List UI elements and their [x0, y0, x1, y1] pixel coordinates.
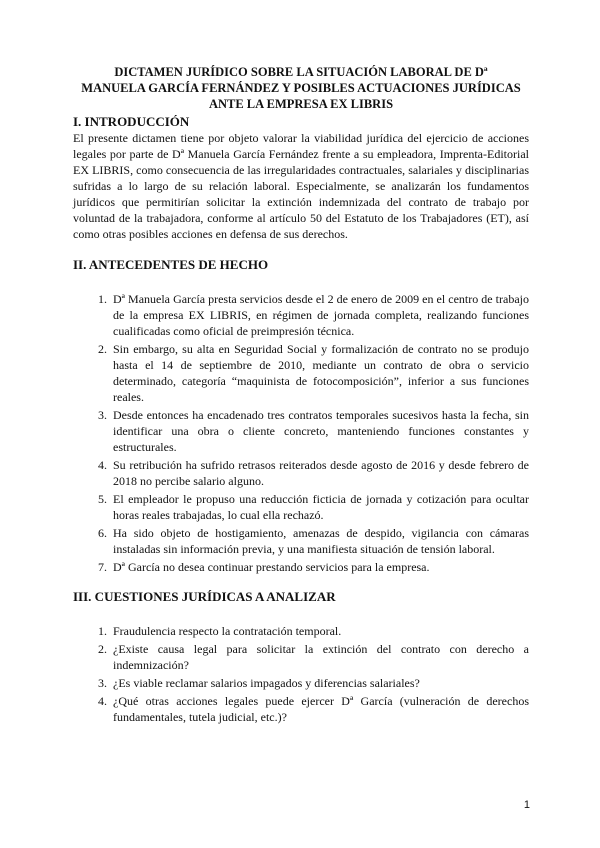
item-text: Dª Manuela García presta servicios desde el 2 de enero de 2009 en el centro de trabajo de la empresa EX LIBRIS, en régimen de jornada completa, realizando funciones cualificadas como oficial de preimpresión técnica.: [113, 292, 529, 338]
item-number: 1.: [98, 624, 107, 638]
document-page: [73, 64, 529, 727]
item-text: Ha sido objeto de hostigamiento, amenazas de despido, vigilancia con cámaras instaladas sin información previa, y una manifiesta situación de tensión laboral.: [113, 526, 529, 556]
antecedentes-list: [73, 291, 529, 575]
item-number: 7.: [98, 560, 107, 574]
section-heading-introduccion: I. INTRODUCCIÓN: [73, 114, 190, 129]
item-text: Desde entonces ha encadenado tres contratos temporales sucesivos hasta la fecha, sin identificar una obra o cliente concreto, manteniendo funciones constantes y estructurales.: [113, 408, 529, 454]
list-item: [98, 407, 529, 455]
list-item: [98, 525, 529, 557]
item-number: 2.: [98, 342, 107, 356]
list-item: [98, 675, 529, 691]
item-text: ¿Qué otras acciones legales puede ejercer Dª García (vulneración de derechos fundamentales, tutela judicial, etc.)?: [113, 694, 529, 724]
item-text: Fraudulencia respecto la contratación temporal.: [113, 624, 342, 638]
section-heading-cuestiones: III. CUESTIONES JURÍDICAS A ANALIZAR: [73, 589, 336, 604]
list-item: [98, 693, 529, 725]
item-text: El empleador le propuso una reducción ficticia de jornada y cotización para ocultar horas reales trabajadas, lo cual ella rechazó.: [113, 492, 529, 522]
section-heading-antecedentes: II. ANTECEDENTES DE HECHO: [73, 257, 269, 272]
item-number: 2.: [98, 642, 107, 656]
cuestiones-list: [73, 623, 529, 725]
item-number: 4.: [98, 458, 107, 472]
item-number: 6.: [98, 526, 107, 540]
item-text: Su retribución ha sufrido retrasos reiterados desde agosto de 2016 y desde febrero de 2018 no percibe salario alguno.: [113, 458, 529, 488]
page-number: 1: [523, 799, 530, 811]
document-title: DICTAMEN JURÍDICO SOBRE LA SITUACIÓN LABORAL DE Dª MANUELA GARCÍA FERNÁNDEZ Y POSIBLES ACTUACIONES JURÍDICAS ANTE LA EMPRESA EX LIBRIS: [81, 65, 521, 111]
list-item: [98, 623, 529, 639]
item-number: 3.: [98, 676, 107, 690]
item-text: ¿Es viable reclamar salarios impagados y diferencias salariales?: [113, 676, 420, 690]
list-item: [98, 559, 529, 575]
list-item: [98, 341, 529, 405]
item-number: 1.: [98, 292, 107, 306]
item-number: 5.: [98, 492, 107, 506]
list-item: [98, 491, 529, 523]
list-item: [98, 291, 529, 339]
item-number: 3.: [98, 408, 107, 422]
list-item: [98, 457, 529, 489]
list-item: [98, 641, 529, 673]
item-number: 4.: [98, 694, 107, 708]
item-text: ¿Existe causa legal para solicitar la extinción del contrato con derecho a indemnización?: [113, 642, 529, 672]
item-text: Dª García no desea continuar prestando servicios para la empresa.: [113, 560, 430, 574]
introduccion-paragraph: El presente dictamen tiene por objeto valorar la viabilidad jurídica del ejercicio de acciones legales por parte de Dª Manuela García Fernández frente a su empleadora, Imprenta-Editorial EX LIBRIS, como consecuencia de las irregularidades contractuales, salariales y disciplinarias sufridas a lo largo de su relación laboral. Especialmente, se analizarán los fundamentos jurídicos que permitirían solicitar la extinción indemnizada del contrato de trabajo por voluntad de la trabajadora, conforme al artículo 50 del Estatuto de los Trabajadores (ET), así como otras posibles acciones en defensa de sus derechos.: [73, 131, 529, 241]
item-text: Sin embargo, su alta en Seguridad Social y formalización de contrato no se produjo hasta el 14 de septiembre de 2010, mediante un contrato de obra o servicio determinado, categoría “maquinista de fotocomposición”, inferior a sus funciones reales.: [113, 342, 529, 404]
